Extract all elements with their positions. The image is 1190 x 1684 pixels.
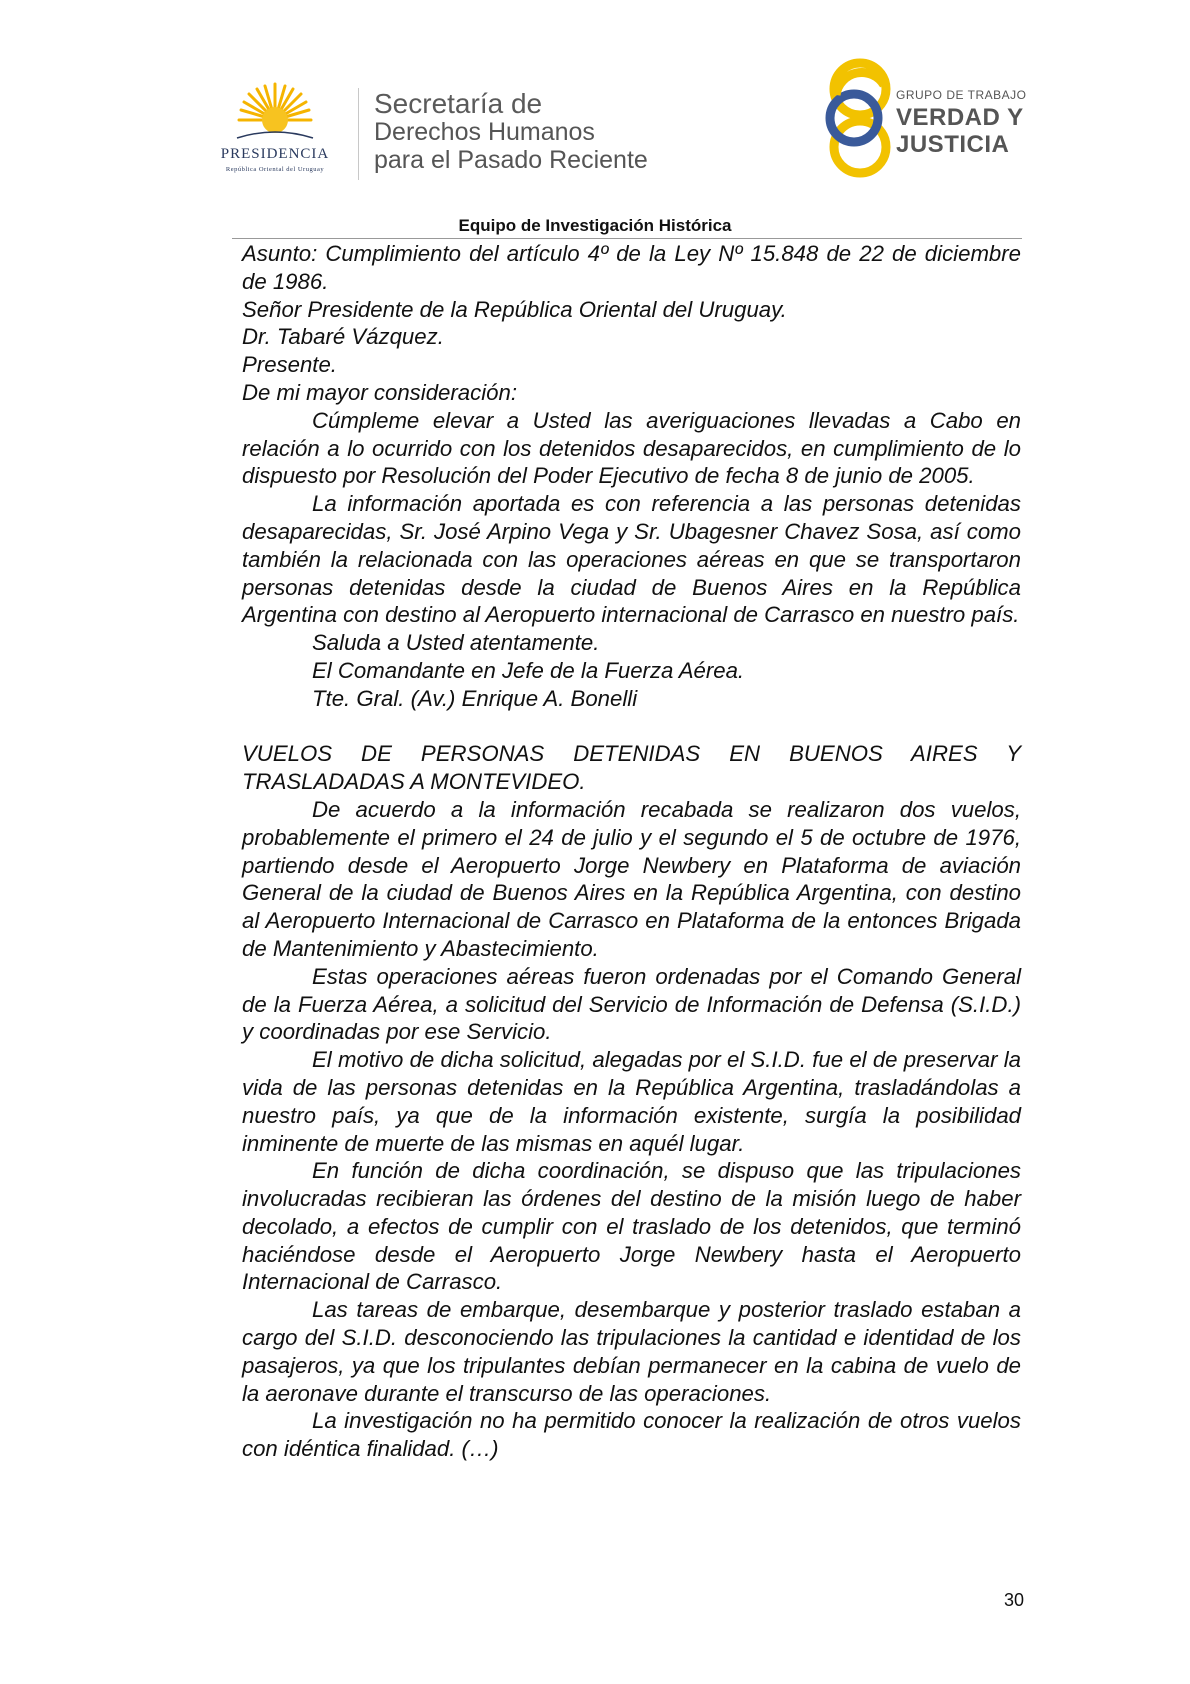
- page-header: [0, 0, 1190, 240]
- secretaria-line3: para el Pasado Reciente: [374, 146, 648, 174]
- letter-closing: Saluda a Usted atentamente.: [312, 630, 600, 656]
- header-rule: [232, 238, 1022, 239]
- gtvj-logo-text: [896, 88, 1026, 158]
- letter-addressee: Señor Presidente de la República Oriental del Uruguay.: [242, 296, 787, 322]
- document-body: [242, 240, 1021, 1463]
- letter-presente: Presente.: [242, 352, 337, 378]
- secretaria-logo-text: [374, 90, 648, 174]
- gtvj-line1: VERDAD Y: [896, 104, 1024, 131]
- gtvj-small-label: GRUPO DE TRABAJO: [896, 88, 1027, 102]
- spacer: [242, 713, 1021, 741]
- letter-signer-name: Tte. Gral. (Av.) Enrique A. Bonelli: [312, 685, 638, 711]
- header-divider: [358, 88, 359, 180]
- presidencia-logo: [195, 80, 355, 180]
- letter-subject: Asunto: Cumplimiento del artículo 4º de la Ley Nº 15.848 de 22 de diciembre de 1986.: [242, 241, 1021, 294]
- secretaria-line2: Derechos Humanos: [374, 118, 595, 146]
- page-number: 30: [1003, 1590, 1024, 1610]
- sun-emblem-icon: [235, 80, 315, 150]
- gtvj-line2: JUSTICIA: [896, 131, 1010, 158]
- secretaria-line1: Secretaría de: [374, 88, 543, 119]
- letter-paragraph: Cúmpleme elevar a Usted las averiguaciones llevadas a Cabo en relación a lo ocurrido con los detenidos desaparecidos, en cumplimiento de lo dispuesto por Resolución del Poder Ejecutivo de fecha 8 de junio de 2005.: [242, 407, 1021, 489]
- report-title: VUELOS DE PERSONAS DETENIDAS EN BUENOS AIRES Y TRASLADADAS A MONTEVIDEO.: [242, 741, 1021, 795]
- letter-addressee-name: Dr. Tabaré Vázquez.: [242, 324, 444, 350]
- report-paragraph: De acuerdo a la información recabada se realizaron dos vuelos, probablemente el primero el 24 de julio y el segundo el 5 de octubre de 1976, partiendo desde el Aeropuerto Jorge Newbery en Plataforma de aviación General de la ciudad de Buenos Aires en la República Argentina, con destino al Aeropuerto Internacional de Carrasco en Plataforma de la entonces Brigada de Mantenimiento y Abastecimiento.: [242, 796, 1021, 961]
- presidencia-subtitle: República Oriental del Uruguay: [225, 166, 325, 173]
- linked-rings-logo-icon: [818, 55, 898, 181]
- report-paragraph: La investigación no ha permitido conocer la realización de otros vuelos con idéntica finalidad. (…): [242, 1408, 1021, 1462]
- letter-signer-title: El Comandante en Jefe de la Fuerza Aérea.: [312, 657, 745, 683]
- report-paragraph: Estas operaciones aéreas fueron ordenadas por el Comando General de la Fuerza Aérea, a solicitud del Servicio de Información de Defensa (S.I.D.) y coordinadas por ese Servicio.: [242, 963, 1021, 1045]
- report-paragraph: Las tareas de embarque, desembarque y posterior traslado estaban a cargo del S.I.D. desconociendo las tripulaciones la cantidad e identidad de los pasajeros, ya que los tripulantes debían permanecer en la cabina de vuelo de la aeronave durante el transcurso de las operaciones.: [242, 1297, 1021, 1406]
- presidencia-name: PRESIDENCIA: [220, 146, 330, 162]
- report-paragraph: En función de dicha coordinación, se dispuso que las tripulaciones involucradas recibieran las órdenes del destino de la misión luego de haber decolado, a efectos de cumplir con el traslado de los detenidos, que terminó haciéndose desde el Aeropuerto Jorge Newbery hasta el Aeropuerto Internacional de Carrasco.: [242, 1158, 1021, 1295]
- letter-greeting: De mi mayor consideración:: [242, 379, 517, 405]
- section-title: Equipo de Investigación Histórica: [458, 216, 732, 235]
- letter-paragraph: La información aportada es con referencia a las personas detenidas desaparecidas, Sr. José Arpino Vega y Sr. Ubagesner Chavez Sosa, así como también la relacionada con las operaciones aéreas en que se transportaron personas detenidas desde la ciudad de Buenos Aires en la República Argentina con destino al Aeropuerto internacional de Carrasco en nuestro país.: [242, 491, 1021, 628]
- report-paragraph: El motivo de dicha solicitud, alegadas por el S.I.D. fue el de preservar la vida de las personas detenidas en la República Argentina, trasladándolas a nuestro país, ya que de la información existente, surgía la posibilidad inminente de muerte de las mismas en aquél lugar.: [242, 1047, 1021, 1156]
